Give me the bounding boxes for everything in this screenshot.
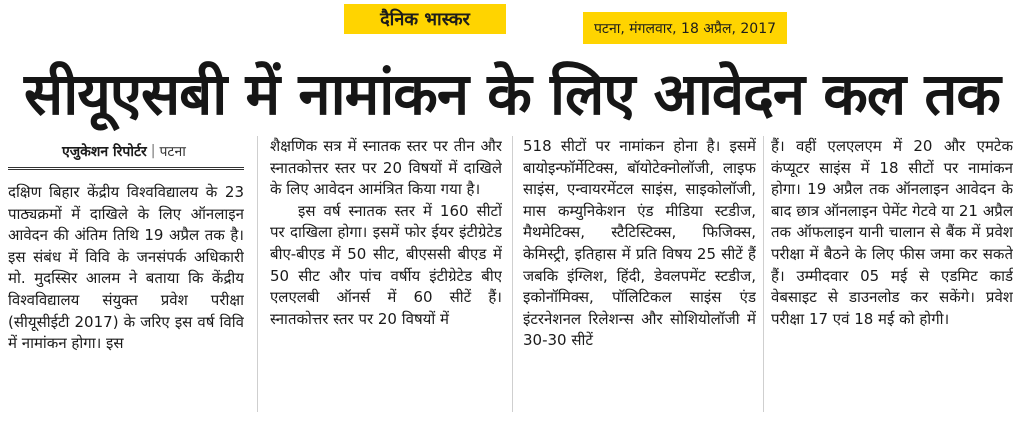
byline <box>62 141 186 161</box>
byline-reporter: एजुकेशन रिपोर्टर <box>62 143 147 160</box>
column-4-paragraph-1: हैं। वहीं एलएलएम में 20 और एमटेक कंप्यूटर साइंस में 18 सीटों पर नामांकन होगा। 19 अप्रैल तक ऑनलाइन आवेदन के बाद छात्र ऑनलाइन पेमेंट गेटवे या 21 अप्रैल तक ऑफलाइन यानी चालान से बैंक में प्रवेश परीक्षा में बैठने के लिए फीस जमा कर सकते हैं। उम्मीदवार 05 मई से एडमिट कार्ड वेबसाइट से डाउनलोड कर सकेंगे। प्रवेश परीक्षा 17 एवं 18 मई को होगी। <box>771 137 1013 328</box>
article-column-2 <box>270 136 502 417</box>
dateline-badge <box>583 12 787 44</box>
article-headline: सीयूएसबी में नामांकन के लिए आवेदन कल तक <box>24 59 1000 128</box>
column-2-paragraph-1: शैक्षणिक सत्र में स्नातक स्तर पर तीन और स्नातकोत्तर स्तर पर 20 विषयों में दाखिले के लिए आवेदन आमंत्रित किया गया है। <box>270 137 502 199</box>
newspaper-masthead <box>344 4 506 34</box>
column-1-paragraph-1: दक्षिण बिहार केंद्रीय विश्वविद्यालय के 23 पाठ्यक्रमों में दाखिले के लिए ऑनलाइन आवेदन की अंतिम तिथि 19 अप्रैल तक है। इस संबंध में विवि के जनसंपर्क अधिकारी मो. मुदस्सिर आलम ने बताया कि केंद्रीय विश्वविद्यालय संयुक्त प्रवेश परीक्षा (सीयूसीईटी 2017) के जरिए इस वर्ष विवि में नामांकन होगा। इस <box>8 183 244 353</box>
column-2-paragraph-2: इस वर्ष स्नातक स्तर में 160 सीटों पर दाखिला होगा। इसमें फोर ईयर इंटीग्रेटेड बीए-बीएड में 50 सीट, बीएससी बीएड में 50 सीट और पांच वर्षीय इंटीग्रेटेड बीए एलएलबी ऑनर्स में 60 सीटें हैं। स्नातकोत्तर स्तर पर 20 विषयों में <box>270 201 502 328</box>
column-divider <box>763 136 764 412</box>
byline-separator: | <box>150 143 156 159</box>
dateline-text: पटना, मंगलवार, 18 अप्रैल, 2017 <box>593 20 777 37</box>
column-3-paragraph-1: 518 सीटों पर नामांकन होना है। इसमें बायोइन्फॉर्मेटिक्स, बॉयोटेक्नोलॉजी, लाइफ साइंस, एन्वायरमेंटल साइंस, साइकोलॉजी, मास कम्युनिकेशन एंड मीडिया स्टडीज, मैथमेटिक्स, स्टैटिस्टिक्स, फिजिक्स, केमिस्ट्री, इतिहास में प्रति विषय 25 सीटें हैं जबकि इंग्लिश, हिंदी, डेवलपमेंट स्टडीज, इकोनॉमिक्स, पॉलिटिकल साइंस एंड इंटरनेशनल रिलेशन्स और सोशियोलॉजी में 30-30 सीटें <box>523 137 756 350</box>
newspaper-name: दैनिक भास्कर <box>380 9 470 30</box>
byline-location: पटना <box>159 143 186 160</box>
article-column-4 <box>771 136 1013 417</box>
byline-rule <box>8 167 244 170</box>
article-column-1 <box>8 182 244 417</box>
column-divider <box>257 136 258 412</box>
article-column-3 <box>523 136 756 417</box>
column-divider <box>512 136 513 412</box>
